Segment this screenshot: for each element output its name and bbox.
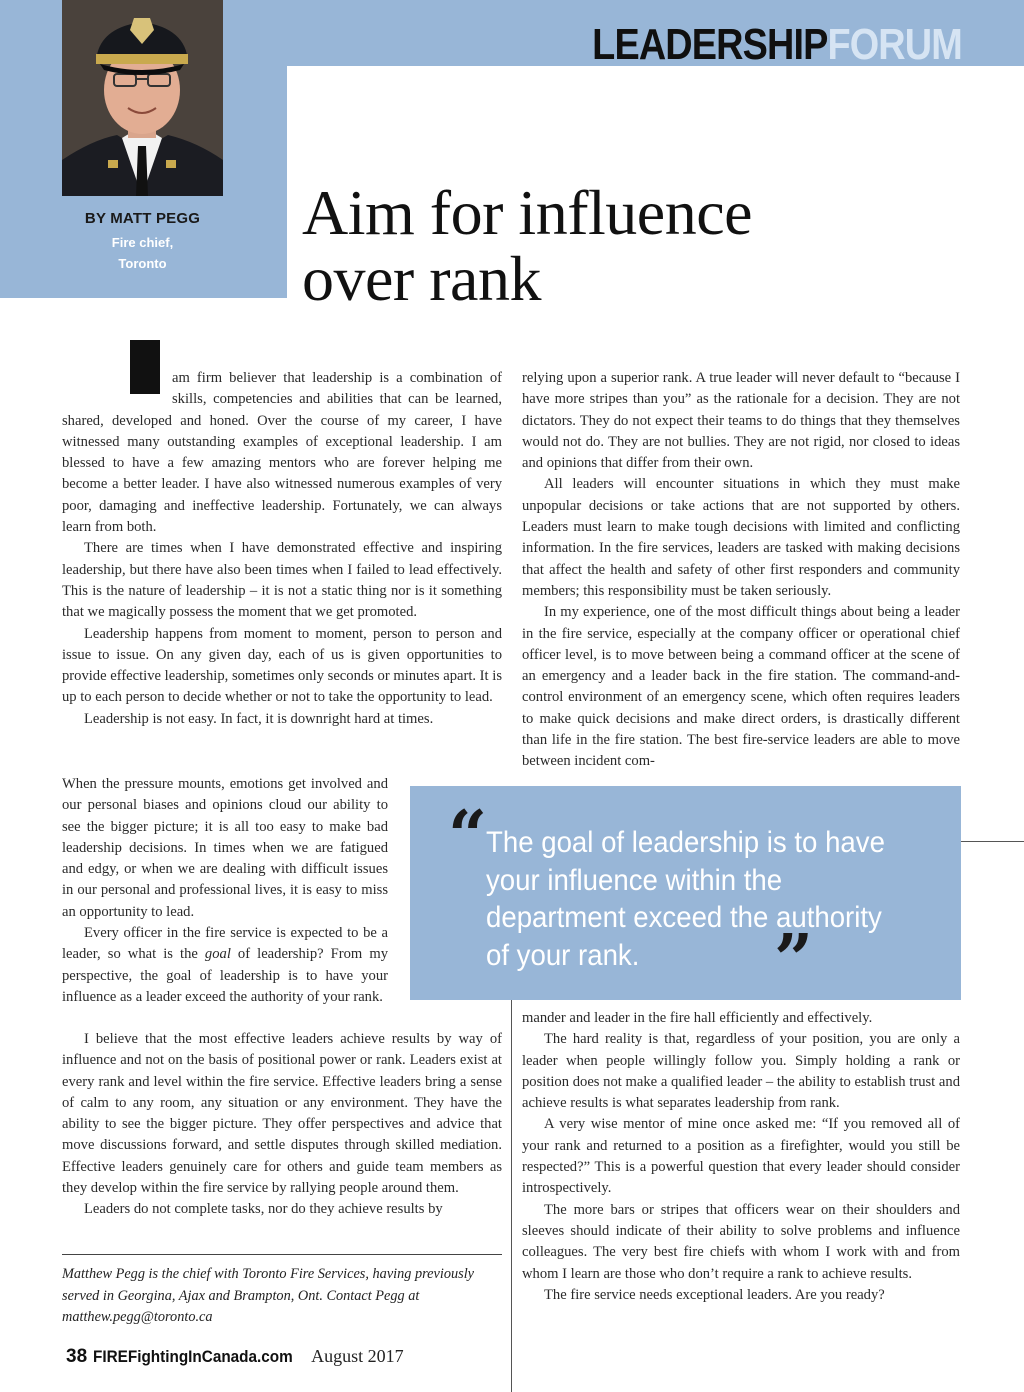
paragraph: There are times when I have demonstrated effective and inspiring leadership, but there have also been times when I failed to lead effectively. This is the nature of leadership – it is not a static thing nor is it something that we magically possess the moment that we get promoted. <box>62 540 502 621</box>
pull-quote-text: The goal of leadership is to have your influence within the department exceed the authority of your rank. <box>486 826 885 972</box>
author-photo <box>62 0 223 196</box>
body-column-left-middle <box>62 774 388 1008</box>
paragraph: Leaders do not complete tasks, nor do they achieve results by <box>84 1201 443 1218</box>
pull-quote <box>410 786 961 1000</box>
paragraph: I believe that the most effective leaders achieve results by way of influence and not on the basis of positional power or rank. Leaders exist at every rank and level within the fire service. Effective leaders bring a sense of calm to any room, any situation or any environment. They have the ability to see the bigger picture. They offer perspectives and advice that move discussions forward, and settle disputes through skilled mediation. Effective leaders genuinely care for others and guide team members as they develop within the fire service by rallying people around them. <box>62 1031 502 1197</box>
close-quote-mark: ” <box>774 920 814 1000</box>
drop-cap <box>130 340 160 394</box>
author-bio: Matthew Pegg is the chief with Toronto Fire Services, having previously served in Georgina, Ajax and Brampton, Ont. Contact Pegg at matthew.pegg@toronto.ca <box>62 1266 475 1325</box>
section-title-leadership: LEADERSHIP <box>592 20 828 69</box>
paragraph: When the pressure mounts, emotions get involved and our personal biases and opinions cloud our ability to see the bigger picture; it is all too easy to make bad leadership decisions. In times when we are fatigued and edgy, or when we are dealing with difficult issues in our personal and professional lives, it is easy to miss an opportunity to lead. <box>62 776 388 920</box>
byline <box>62 210 223 274</box>
body-column-right-bottom <box>522 1008 960 1306</box>
article-headline <box>302 177 942 314</box>
pull-quote-rule <box>961 841 1024 842</box>
website-link[interactable]: FIREFightingInCanada.com <box>93 1347 293 1366</box>
open-quote-mark: “ <box>448 796 488 876</box>
paragraph: The fire service needs exceptional leaders. Are you ready? <box>544 1286 885 1303</box>
text-run: of leadership? From my perspective, the goal of leadership is to have your influence as a leader exceed the authority of your rank. <box>62 946 388 1005</box>
issue-date: August 2017 <box>311 1346 404 1366</box>
paragraph: Leadership is not easy. In fact, it is downright hard at times. <box>84 710 434 727</box>
body-column-left-top <box>62 368 502 730</box>
emphasis: goal <box>204 946 231 963</box>
text-run: Every officer in the fire service is expected to be a leader, so what is the <box>62 925 388 963</box>
paragraph: The more bars or stripes that officers wear on their shoulders and sleeves should indicate of their ability to solve problems and influence colleagues. The very best fire chiefs with whom I work with and from whom I learn are those who don’t require a rank to achieve results. <box>522 1201 960 1282</box>
paragraph: Leadership happens from moment to moment, person to person and issue to issue. On any given day, each of us is given opportunities to provide effective leadership, sometimes only seconds or minutes apart. It is up to each person to decide whether or not to take the opportunity to lead. <box>62 625 502 706</box>
bio-divider <box>62 1254 502 1255</box>
section-title-forum: FORUM <box>827 20 962 69</box>
column-divider <box>511 1000 512 1392</box>
body-column-left-bottom <box>62 1029 502 1221</box>
paragraph: am firm believer that leadership is a combination of skills, competencies and abilities that can be learned, shared, developed and honed. Over the course of my career, I have witnessed many outstanding examples of exceptional leadership. I am blessed to have a few amazing mentors who are forever helping me become a better leader. I have also witnessed numerous examples of very poor, damaging and ineffective leadership. Fortunately, we can always learn from both. <box>62 370 502 536</box>
author-role <box>62 232 223 274</box>
paragraph: The hard reality is that, regardless of your position, you are only a leader when people willingly follow you. Simply holding a rank or position does not make a qualified leader – the ability to establish trust and achieve results is what separates leadership from rank. <box>522 1031 960 1112</box>
author-role-line1: Fire chief, <box>111 235 174 250</box>
paragraph: All leaders will encounter situations in which they must make unpopular decisions or take actions that are not supported by others. Leaders must learn to make tough decisions with limited and conflicting information. In the fire services, leaders are tasked with making decisions that affect the health and safety of other first responders and community members; this responsibility must be taken seriously. <box>522 476 960 599</box>
page-footer <box>66 1346 404 1368</box>
section-title <box>592 22 962 68</box>
paragraph: In my experience, one of the most difficult things about being a leader in the fire service, especially at the company officer or operational chief officer level, is to move between being a command officer at the scene of an emergency and a leader back in the fire station. The command-and-control environment of an emergency scene, which often requires leaders to make quick decisions and make direct orders, is drastically different than life in the fire station. The best fire-service leaders are able to move between incident com- <box>522 604 960 770</box>
paragraph: A very wise mentor of mine once asked me: “If you removed all of your rank and returned to a position as a firefighter, would you still be respected?” This is a powerful question that every leader should consider introspectively. <box>522 1116 960 1197</box>
paragraph <box>62 923 388 1008</box>
body-column-right-top <box>522 368 960 773</box>
paragraph: relying upon a superior rank. A true leader will never default to “because I have more stripes than you” as the rationale for a decision. They are not dictators. They do not expect their teams to do things that they themselves would not do. They are not bullies. They are not rigid, nor closed to ideas and opinions that differ from their own. <box>522 370 960 472</box>
headline-line2: over rank <box>302 243 541 314</box>
paragraph: mander and leader in the fire hall efficiently and effectively. <box>522 1010 873 1026</box>
author-role-line2: Toronto <box>118 256 167 271</box>
page-number: 38 <box>66 1346 88 1367</box>
headline-line1: Aim for influence <box>302 177 752 248</box>
author-name: BY MATT PEGG <box>84 210 201 227</box>
